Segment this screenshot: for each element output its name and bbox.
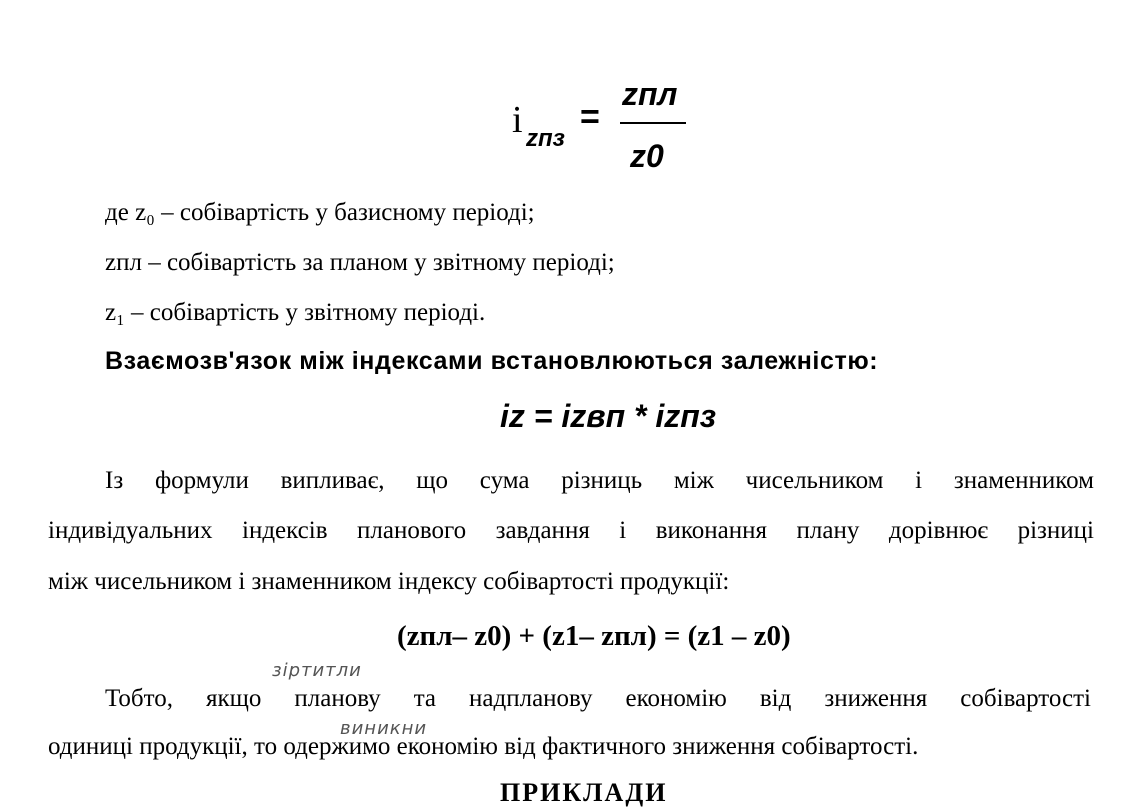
relation-intro: Взаємозв'язок між індексами встановлюються залежністю:: [105, 347, 879, 375]
formula1-numerator: zпл: [622, 76, 678, 112]
definition-zpl: zпл – собівартість за планом у звітному періоді;: [105, 249, 615, 276]
definition-z0: де z₀ – собівартість у базисному періоді;: [105, 199, 535, 226]
cut-off-heading: ПРИКЛАДИ: [500, 778, 668, 807]
paragraph1-line1: Із формули випливає, що сума різниць між чисельником і знаменником: [105, 467, 1094, 494]
handwritten-note-2: виникни: [340, 718, 428, 739]
paragraph2-line1: Тобто, якщо планову та надпланову економію від зниження собівартості: [105, 685, 1091, 712]
formula1-denominator: z0: [630, 138, 664, 174]
formula1-equals: =: [580, 98, 600, 136]
formula1-index-subscript: zпз: [526, 125, 565, 152]
handwritten-note-1: зіртитли: [272, 660, 362, 681]
paragraph1-line3: між чисельником і знаменником індексу собівартості продукції:: [48, 568, 730, 595]
formula2: iz = izвп * izпз: [500, 398, 717, 434]
definition-z1: z₁ – собівартість у звітному періоді.: [105, 299, 486, 326]
paragraph1-line2: індивідуальних індексів планового завдання і виконання плану дорівнює різниці: [48, 517, 1094, 544]
paragraph2-line2: одиниці продукції, то одержимо економію від фактичного зниження собівартості.: [48, 733, 919, 760]
formula1-index-symbol: i: [512, 99, 523, 141]
formula3: (zпл– z0) + (z1– zпл) = (z1 – z0): [397, 620, 791, 652]
formula1-fraction-bar: [620, 122, 686, 124]
